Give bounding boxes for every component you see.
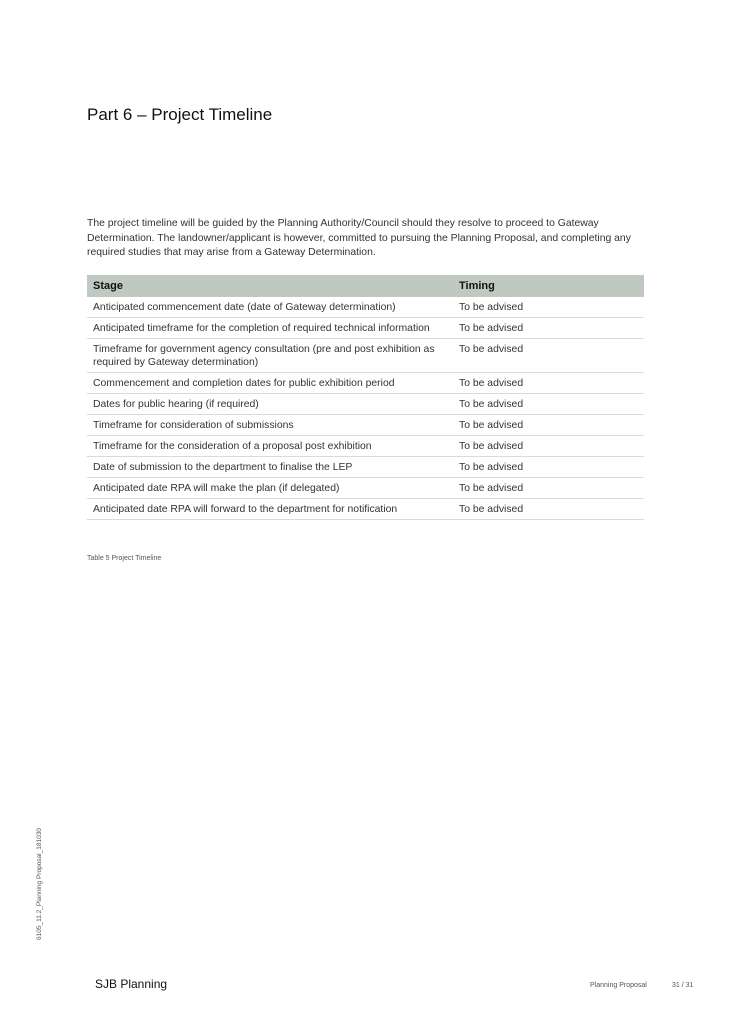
table-row	[87, 373, 644, 394]
footer-brand: SJB Planning	[95, 977, 168, 991]
footer-document-title: Planning Proposal	[590, 982, 647, 989]
stage-column-header: Stage	[87, 275, 453, 297]
timing-column-header: Timing	[453, 275, 644, 297]
stage-cell: Anticipated timeframe for the completion of required technical information	[87, 318, 453, 339]
project-timeline-table	[87, 275, 644, 520]
timing-cell: To be advised	[453, 478, 644, 499]
table-row	[87, 339, 644, 373]
stage-cell: Date of submission to the department to finalise the LEP	[87, 457, 453, 478]
stage-cell: Anticipated date RPA will forward to the department for notification	[87, 499, 453, 520]
page-number: 31 / 31	[672, 982, 694, 989]
timing-cell: To be advised	[453, 373, 644, 394]
table-row	[87, 499, 644, 520]
table-row	[87, 297, 644, 318]
page-title: Part 6 – Project Timeline	[87, 105, 273, 124]
stage-cell: Anticipated commencement date (date of Gateway determination)	[87, 297, 453, 318]
stage-cell: Dates for public hearing (if required)	[87, 394, 453, 415]
stage-cell: Timeframe for government agency consultation (pre and post exhibition as required by Gateway determination)	[87, 339, 453, 373]
timing-cell: To be advised	[453, 318, 644, 339]
stage-cell: Anticipated date RPA will make the plan (if delegated)	[87, 478, 453, 499]
table-row	[87, 436, 644, 457]
timing-cell: To be advised	[453, 436, 644, 457]
stage-cell: Timeframe for the consideration of a proposal post exhibition	[87, 436, 453, 457]
table-row	[87, 394, 644, 415]
timing-cell: To be advised	[453, 499, 644, 520]
timing-cell: To be advised	[453, 415, 644, 436]
table-caption: Table 5 Project Timeline	[87, 555, 162, 562]
table-row	[87, 478, 644, 499]
table-header-row	[87, 275, 644, 297]
document-reference: 6105_11.2_Planning Proposal_181030	[36, 828, 43, 940]
timing-cell: To be advised	[453, 457, 644, 478]
stage-cell: Commencement and completion dates for public exhibition period	[87, 373, 453, 394]
stage-cell: Timeframe for consideration of submissions	[87, 415, 453, 436]
table-row	[87, 318, 644, 339]
table-row	[87, 457, 644, 478]
timing-cell: To be advised	[453, 394, 644, 415]
timing-cell: To be advised	[453, 297, 644, 318]
table-row	[87, 415, 644, 436]
intro-paragraph: The project timeline will be guided by the Planning Authority/Council should they resolve to proceed to Gateway Determination. The landowner/applicant is however, committed to pursuing the Planning Proposal, and completing any required studies that may arise from a Gateway Determination.	[87, 218, 631, 258]
timing-cell: To be advised	[453, 339, 644, 373]
